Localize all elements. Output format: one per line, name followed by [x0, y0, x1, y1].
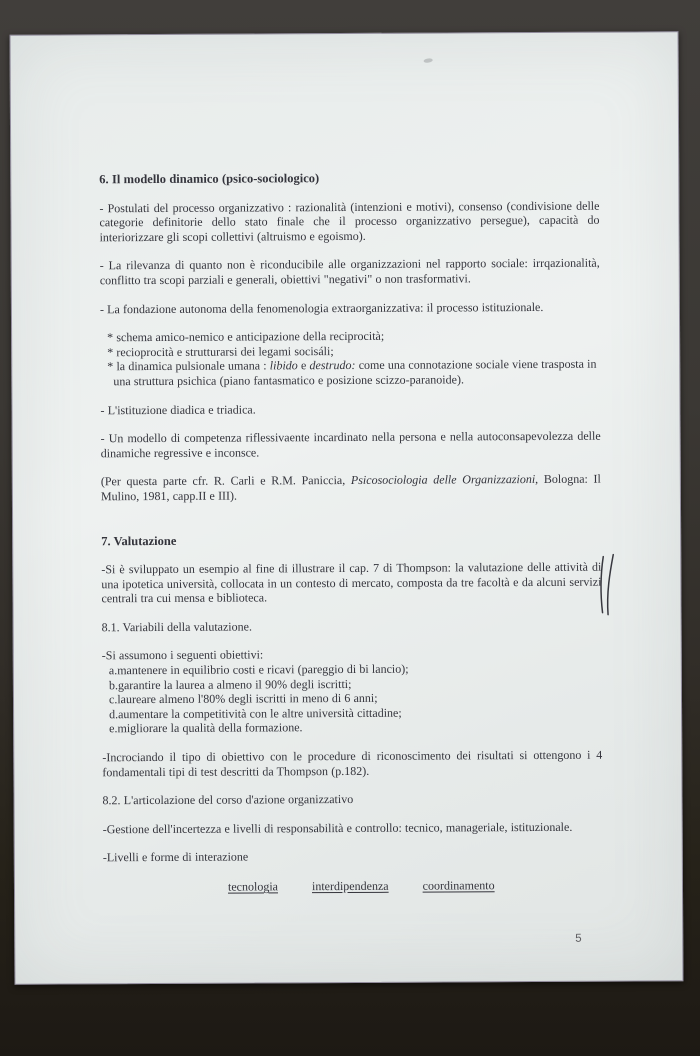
paragraph	[102, 791, 602, 808]
paragraph	[101, 429, 601, 461]
document-content	[99, 170, 603, 895]
text-run: Psicosociologia delle Organizzazioni	[350, 472, 536, 488]
paragraph	[100, 299, 600, 316]
text-run: - La rilevanza di quanto non è riconducibile alle organizzazioni nel rapporto sociale: irrqazionalità, conflitto tra scopi parziali e generali, obiettivi "negativi" o non trasformativi.	[99, 256, 600, 288]
text-run: b.garantire la laurea a almeno il 90% degli iscritti;	[108, 676, 352, 692]
text-run: 7. Valutazione	[101, 533, 177, 548]
text-run: e	[297, 358, 310, 373]
text-run: 6. Il modello dinamico (psico-sociologico)	[99, 171, 320, 187]
paragraph	[102, 748, 602, 780]
column-header: tecnologia	[227, 879, 279, 894]
paragraph	[100, 400, 600, 417]
text-run: (Per questa parte cfr. R. Carli e R.M. Paniccia,	[100, 473, 351, 489]
text-run: * la dinamica pulsionale umana :	[107, 358, 270, 374]
text-run: 8.2. L'articolazione del corso d'azione organizzativo	[102, 792, 354, 808]
text-run: -Livelli e forme di interazione	[102, 849, 249, 865]
text-run: - Postulati del processo organizzativo : razionalità (intenzioni e motivi), consenso (condivisione delle categorie definitorie dello stato finale che il processo organizzativo persegue), capacità do interiorizzare gli scopi collettivi (altruismo e egoismo).	[99, 198, 600, 245]
text-run: 8.1. Variabili della valutazione.	[101, 619, 252, 635]
text-run: come una connotazione sociale viene trasposta in una struttura psichica (piano fantasmatico e posizione scizzo-paranoide).	[113, 357, 597, 389]
section-heading	[99, 170, 599, 187]
text-run: -Incrociando il tipo di obiettivo con le procedure di riconoscimento dei risultati si ottengono i 4 fondamentali tipi di test descritti da Thompson (p.182).	[102, 747, 603, 779]
paragraph	[103, 819, 603, 836]
column-header: coordinamento	[422, 878, 495, 893]
list-item	[102, 719, 602, 736]
text-run: e.migliorare la qualità della formazione.	[109, 720, 303, 736]
paragraph	[103, 848, 603, 865]
text-run: d.aumentare la competitività con le altre università cittadine;	[109, 705, 402, 722]
text-run: * schema amico-nemico e anticipazione della reciprocità;	[107, 328, 385, 345]
paragraph	[101, 560, 601, 606]
text-run: c.laureare almeno l'80% degli iscritti in meno di 6 anni;	[108, 691, 378, 707]
paragraph	[102, 618, 602, 635]
text-run: - Un modello di competenza riflessivaente incardinato nella persona e nella autoconsapevolezza delle dinamiche regressive e inconsce.	[100, 428, 601, 461]
text-run: a.mantenere in equilibrio costi e ricavi (pareggio di bi lancio);	[108, 661, 409, 678]
document-page	[10, 31, 684, 984]
text-run: - La fondazione autonoma della fenomenologia extraorganizzativa: il processo istituzionale.	[99, 299, 544, 316]
text-run: libido	[269, 358, 298, 373]
column-header: interdipendenza	[311, 878, 389, 894]
text-run: -Si assumono i seguenti obiettivi:	[101, 647, 264, 663]
section-heading	[101, 531, 601, 548]
text-run: - L'istituzione diadica e triadica.	[100, 402, 256, 417]
text-run: -Si è sviluppato un esempio al fine di illustrare il cap. 7 di Thompson: la valutazione delle attività di una ipotetica università, collocata in un contesto di mercato, composta da tre facoltà e da alcuni servizi centrali tra cui mensa e biblioteca.	[101, 559, 602, 606]
handwritten-double-stroke-mark	[591, 551, 621, 623]
smudge-mark	[423, 58, 432, 63]
paragraph	[100, 256, 600, 288]
bullet-item	[100, 357, 600, 389]
text-run: * recioprocità e strutturarsi dei legami socisáli;	[107, 343, 334, 360]
text-run: , Bologna: Il Mulino, 1981, capp.II e III).	[100, 471, 601, 504]
column-headers	[103, 878, 603, 895]
text-run: destrudo:	[309, 358, 356, 373]
paragraph	[101, 472, 601, 504]
paragraph	[99, 198, 599, 244]
text-run: -Gestione dell'incertezza e livelli di responsabilità e controllo: tecnico, manageriale, istituzionale.	[102, 819, 573, 837]
page-number: 5	[575, 932, 583, 945]
